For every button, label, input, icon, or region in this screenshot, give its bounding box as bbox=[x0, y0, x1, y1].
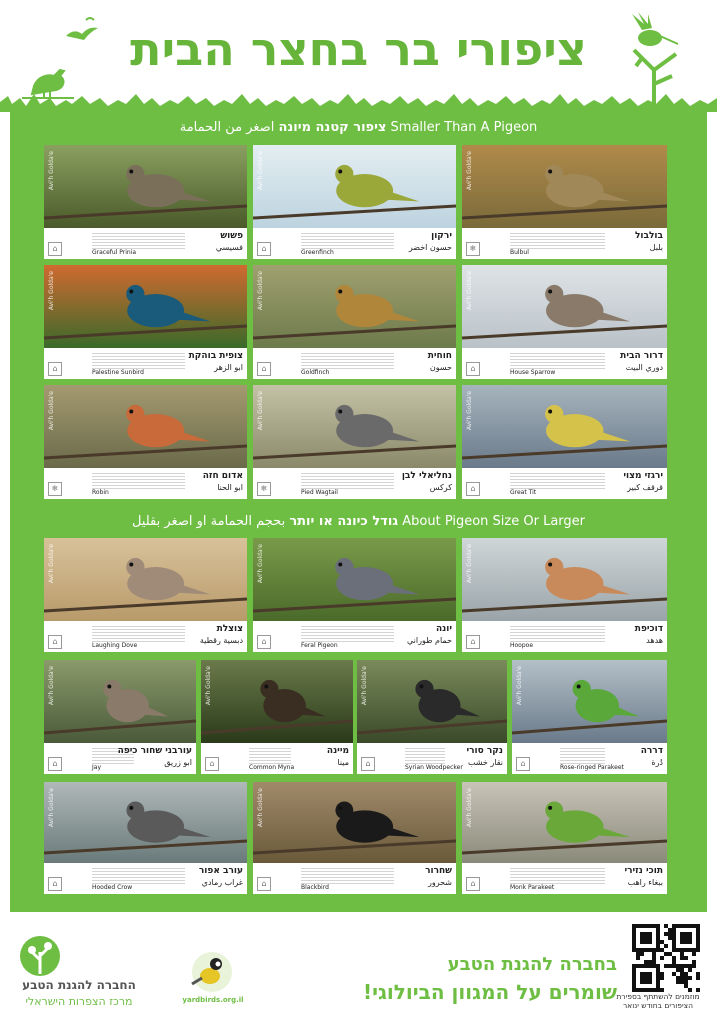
bird-name-arabic: ببغاء راهب bbox=[627, 878, 663, 887]
bird-card bbox=[357, 660, 507, 774]
resident-house-icon: ⌂ bbox=[516, 757, 530, 771]
bird-photo bbox=[462, 265, 667, 348]
bird-name-english: Pied Wagtail bbox=[301, 489, 338, 496]
section-title-small bbox=[10, 120, 707, 135]
bird-name-english: Hoopoe bbox=[510, 642, 534, 649]
bird-card bbox=[44, 538, 247, 652]
resident-house-icon: ⌂ bbox=[466, 635, 480, 649]
bird-name-english: Robin bbox=[92, 489, 109, 496]
bird-card bbox=[253, 145, 456, 259]
bird-name-hebrew: ירגזי מצוי bbox=[623, 471, 663, 481]
bird-name-arabic: ابو الحنا bbox=[217, 483, 243, 492]
bird-card bbox=[462, 385, 667, 499]
bird-name-arabic: حسون اخضر bbox=[408, 243, 452, 252]
qr-code[interactable] bbox=[632, 924, 700, 992]
bird-name-hebrew: צופית בוהקת bbox=[188, 351, 243, 361]
bird-description bbox=[301, 866, 394, 884]
resident-house-icon: ⌂ bbox=[257, 242, 271, 256]
bird-name-english: Jay bbox=[92, 764, 101, 771]
photo-credit: Avi'h Golda'e bbox=[205, 666, 212, 706]
bird-name-hebrew: דרור הבית bbox=[620, 351, 663, 361]
bird-name-arabic: حسون bbox=[429, 363, 452, 372]
bird-description bbox=[301, 231, 394, 249]
bird-name-hebrew: עורבני שחור כיפה bbox=[117, 746, 192, 756]
bird-caption bbox=[201, 743, 353, 774]
bird-description bbox=[92, 351, 185, 369]
bird-name-english: Great Tit bbox=[510, 489, 537, 496]
poster-header bbox=[0, 0, 717, 110]
bird-caption bbox=[253, 348, 456, 379]
bird-name-arabic: قرقف كبير bbox=[627, 483, 663, 492]
spni-subtitle: מרכז הצפרות הישראלי bbox=[25, 995, 133, 1008]
bird-name-arabic: فسيسي bbox=[215, 243, 243, 252]
photo-credit: Avi'h Golda'e bbox=[257, 544, 264, 584]
bird-name-english: Greenfinch bbox=[301, 249, 334, 256]
bird-photo bbox=[357, 660, 507, 743]
bird-description bbox=[301, 351, 394, 369]
bird-name-hebrew: מיינה bbox=[326, 746, 349, 756]
bird-card bbox=[253, 265, 456, 379]
bird-caption bbox=[462, 621, 667, 652]
resident-house-icon: ⌂ bbox=[466, 877, 480, 891]
slogan-line-2: שומרים על המגוון הביולוגי! bbox=[362, 980, 617, 1004]
bird-description bbox=[249, 746, 291, 764]
bird-caption bbox=[44, 743, 196, 774]
winter-visitor-icon: ❄ bbox=[257, 482, 271, 496]
bird-photo bbox=[512, 660, 667, 743]
bird-description bbox=[92, 866, 185, 884]
resident-house-icon: ⌂ bbox=[48, 362, 62, 376]
bird-photo bbox=[253, 265, 456, 348]
bird-description bbox=[92, 471, 185, 489]
resident-house-icon: ⌂ bbox=[361, 757, 375, 771]
resident-house-icon: ⌂ bbox=[257, 362, 271, 376]
photo-credit: Avi'h Golda'e bbox=[48, 271, 55, 311]
bird-description bbox=[92, 231, 185, 249]
bird-name-hebrew: יונה bbox=[435, 624, 452, 634]
bird-photo bbox=[44, 385, 247, 468]
bird-photo bbox=[253, 145, 456, 228]
bird-name-arabic: دُرة bbox=[651, 758, 663, 767]
photo-credit: Avi'h Golda'e bbox=[361, 666, 368, 706]
bird-card bbox=[44, 660, 196, 774]
bird-name-arabic: ابو الزهر bbox=[214, 363, 243, 372]
bird-card bbox=[512, 660, 667, 774]
qr-caption: מוזמנים להשתתף בספירת הציפורים בחודש ינואר bbox=[616, 992, 700, 1010]
bird-card bbox=[462, 782, 667, 894]
great-tit-logo-icon bbox=[188, 950, 236, 994]
bird-name-arabic: نقار خشب bbox=[467, 758, 503, 767]
bird-photo bbox=[44, 145, 247, 228]
bird-name-english: Common Myna bbox=[249, 764, 295, 771]
slogan-line-1: בחברה להגנת הטבע bbox=[447, 954, 617, 975]
section-hebrew: ציפור קטנה מיונה bbox=[278, 120, 387, 135]
bird-card bbox=[44, 385, 247, 499]
bird-photo bbox=[462, 782, 667, 863]
bird-caption bbox=[253, 621, 456, 652]
bird-name-hebrew: נקר סורי bbox=[466, 746, 503, 756]
winter-visitor-icon: ❄ bbox=[48, 482, 62, 496]
resident-house-icon: ⌂ bbox=[205, 757, 219, 771]
bird-card bbox=[253, 782, 456, 894]
bird-description bbox=[510, 231, 605, 249]
bird-name-english: Blackbird bbox=[301, 884, 329, 891]
bird-photo bbox=[44, 538, 247, 621]
resident-house-icon: ⌂ bbox=[48, 242, 62, 256]
bird-name-hebrew: דררה bbox=[640, 746, 663, 756]
bird-photo bbox=[462, 538, 667, 621]
spni-logo-icon bbox=[18, 934, 62, 978]
section-english: About Pigeon Size Or Larger bbox=[402, 514, 586, 529]
bird-photo bbox=[462, 145, 667, 228]
bird-name-hebrew: אדום חזה bbox=[202, 471, 243, 481]
bird-name-english: Graceful Prinia bbox=[92, 249, 137, 256]
photo-credit: Avi'h Golda'e bbox=[516, 666, 523, 706]
bird-caption bbox=[44, 228, 247, 259]
resident-house-icon: ⌂ bbox=[48, 757, 62, 771]
bird-name-english: Hooded Crow bbox=[92, 884, 133, 891]
bird-caption bbox=[462, 468, 667, 499]
bird-name-english: Laughing Dove bbox=[92, 642, 138, 649]
bird-caption bbox=[44, 621, 247, 652]
bird-name-english: Bulbul bbox=[510, 249, 529, 256]
bird-caption bbox=[253, 863, 456, 894]
photo-credit: Avi'h Golda'e bbox=[48, 391, 55, 431]
bird-caption bbox=[253, 468, 456, 499]
bird-caption bbox=[253, 228, 456, 259]
bird-card bbox=[253, 538, 456, 652]
bird-name-english: Palestine Sunbird bbox=[92, 369, 144, 376]
spni-name: החברה להגנת הטבע bbox=[22, 978, 136, 992]
bird-name-english: Goldfinch bbox=[301, 369, 330, 376]
bird-caption bbox=[462, 348, 667, 379]
bird-photo bbox=[44, 265, 247, 348]
bird-name-arabic: دبسية رقطية bbox=[199, 636, 243, 645]
bird-name-arabic: هدهد bbox=[646, 636, 663, 645]
photo-credit: Avi'h Golda'e bbox=[257, 271, 264, 311]
bird-name-hebrew: עורב אפור bbox=[198, 866, 243, 876]
bird-name-hebrew: בולבול bbox=[634, 231, 663, 241]
photo-credit: Avi'h Golda'e bbox=[257, 391, 264, 431]
resident-house-icon: ⌂ bbox=[48, 877, 62, 891]
resident-house-icon: ⌂ bbox=[257, 877, 271, 891]
bird-name-hebrew: נחליאלי לבן bbox=[401, 471, 452, 481]
photo-credit: Avi'h Golda'e bbox=[48, 544, 55, 584]
bird-card bbox=[462, 145, 667, 259]
bird-caption bbox=[44, 863, 247, 894]
bird-description bbox=[510, 351, 605, 369]
bird-photo bbox=[253, 385, 456, 468]
photo-credit: Avi'h Golda'e bbox=[48, 151, 55, 191]
bird-photo bbox=[44, 782, 247, 863]
bird-card bbox=[44, 782, 247, 894]
section-title-large bbox=[10, 514, 707, 529]
photo-credit: Avi'h Golda'e bbox=[48, 666, 55, 706]
bird-description bbox=[405, 746, 445, 764]
bird-name-hebrew: ירקון bbox=[431, 231, 452, 241]
bird-caption bbox=[462, 228, 667, 259]
bird-name-hebrew: צוצלת bbox=[216, 624, 243, 634]
photo-credit: Avi'h Golda'e bbox=[466, 271, 473, 311]
bird-caption bbox=[512, 743, 667, 774]
photo-credit: Avi'h Golda'e bbox=[466, 151, 473, 191]
bird-caption bbox=[44, 348, 247, 379]
bird-photo bbox=[253, 782, 456, 863]
photo-credit: Avi'h Golda'e bbox=[466, 391, 473, 431]
photo-credit: Avi'h Golda'e bbox=[466, 544, 473, 584]
winter-visitor-icon: ❄ bbox=[466, 242, 480, 256]
bird-name-arabic: شحرور bbox=[427, 878, 452, 887]
resident-house-icon: ⌂ bbox=[257, 635, 271, 649]
bird-card bbox=[253, 385, 456, 499]
photo-credit: Avi'h Golda'e bbox=[257, 788, 264, 828]
photo-credit: Avi'h Golda'e bbox=[466, 788, 473, 828]
bird-photo bbox=[201, 660, 353, 743]
bird-name-hebrew: תוכי נזירי bbox=[624, 866, 663, 876]
bird-card bbox=[462, 538, 667, 652]
bird-name-english: House Sparrow bbox=[510, 369, 556, 376]
bird-description bbox=[510, 471, 605, 489]
section-hebrew: גודל כיונה או יותר bbox=[289, 514, 399, 529]
bird-name-english: Syrian Woodpecker bbox=[405, 764, 463, 771]
photo-credit: Avi'h Golda'e bbox=[48, 788, 55, 828]
bird-photo bbox=[462, 385, 667, 468]
bird-name-english: Monk Parakeet bbox=[510, 884, 555, 891]
bird-description bbox=[301, 624, 394, 642]
bird-name-english: Rose-ringed Parakeet bbox=[560, 764, 624, 771]
bird-name-hebrew: פשוש bbox=[220, 231, 243, 241]
bird-photo bbox=[44, 660, 196, 743]
section-arabic: بحجم الحمامة او اصغر بقليل bbox=[131, 514, 286, 529]
photo-credit: Avi'h Golda'e bbox=[257, 151, 264, 191]
bird-caption bbox=[357, 743, 507, 774]
poster-body bbox=[10, 110, 707, 912]
bird-description bbox=[510, 866, 605, 884]
bird-card bbox=[44, 145, 247, 259]
bird-name-arabic: مينا bbox=[337, 758, 349, 767]
bird-name-arabic: دوري البيت bbox=[625, 363, 663, 372]
poster-title: ציפורי בר בחצר הבית bbox=[130, 22, 587, 76]
resident-house-icon: ⌂ bbox=[466, 482, 480, 496]
bird-card bbox=[462, 265, 667, 379]
bird-name-hebrew: דוכיפת bbox=[634, 624, 663, 634]
bird-name-arabic: بلبل bbox=[649, 243, 663, 252]
resident-house-icon: ⌂ bbox=[48, 635, 62, 649]
bird-name-hebrew: חוחית bbox=[427, 351, 452, 361]
bird-name-hebrew: שחרור bbox=[425, 866, 452, 876]
bird-caption bbox=[462, 863, 667, 894]
bird-name-arabic: ابو زريق bbox=[164, 758, 192, 767]
bird-description bbox=[301, 471, 394, 489]
bird-name-arabic: كركس bbox=[429, 483, 452, 492]
grass-border bbox=[0, 92, 717, 112]
bird-caption bbox=[44, 468, 247, 499]
bird-description bbox=[510, 624, 605, 642]
bird-description bbox=[92, 624, 185, 642]
bird-name-arabic: غراب رمادي bbox=[201, 878, 243, 887]
bird-description bbox=[560, 746, 605, 764]
section-arabic: اصغر من الحمامة bbox=[179, 120, 275, 135]
bird-card bbox=[44, 265, 247, 379]
bird-card bbox=[201, 660, 353, 774]
section-english: Smaller Than A Pigeon bbox=[390, 120, 538, 135]
yardbirds-url[interactable]: yardbirds.org.il bbox=[182, 996, 244, 1004]
bird-name-arabic: حمام طوراني bbox=[407, 636, 452, 645]
bird-name-english: Feral Pigeon bbox=[301, 642, 338, 649]
bird-photo bbox=[253, 538, 456, 621]
resident-house-icon: ⌂ bbox=[466, 362, 480, 376]
